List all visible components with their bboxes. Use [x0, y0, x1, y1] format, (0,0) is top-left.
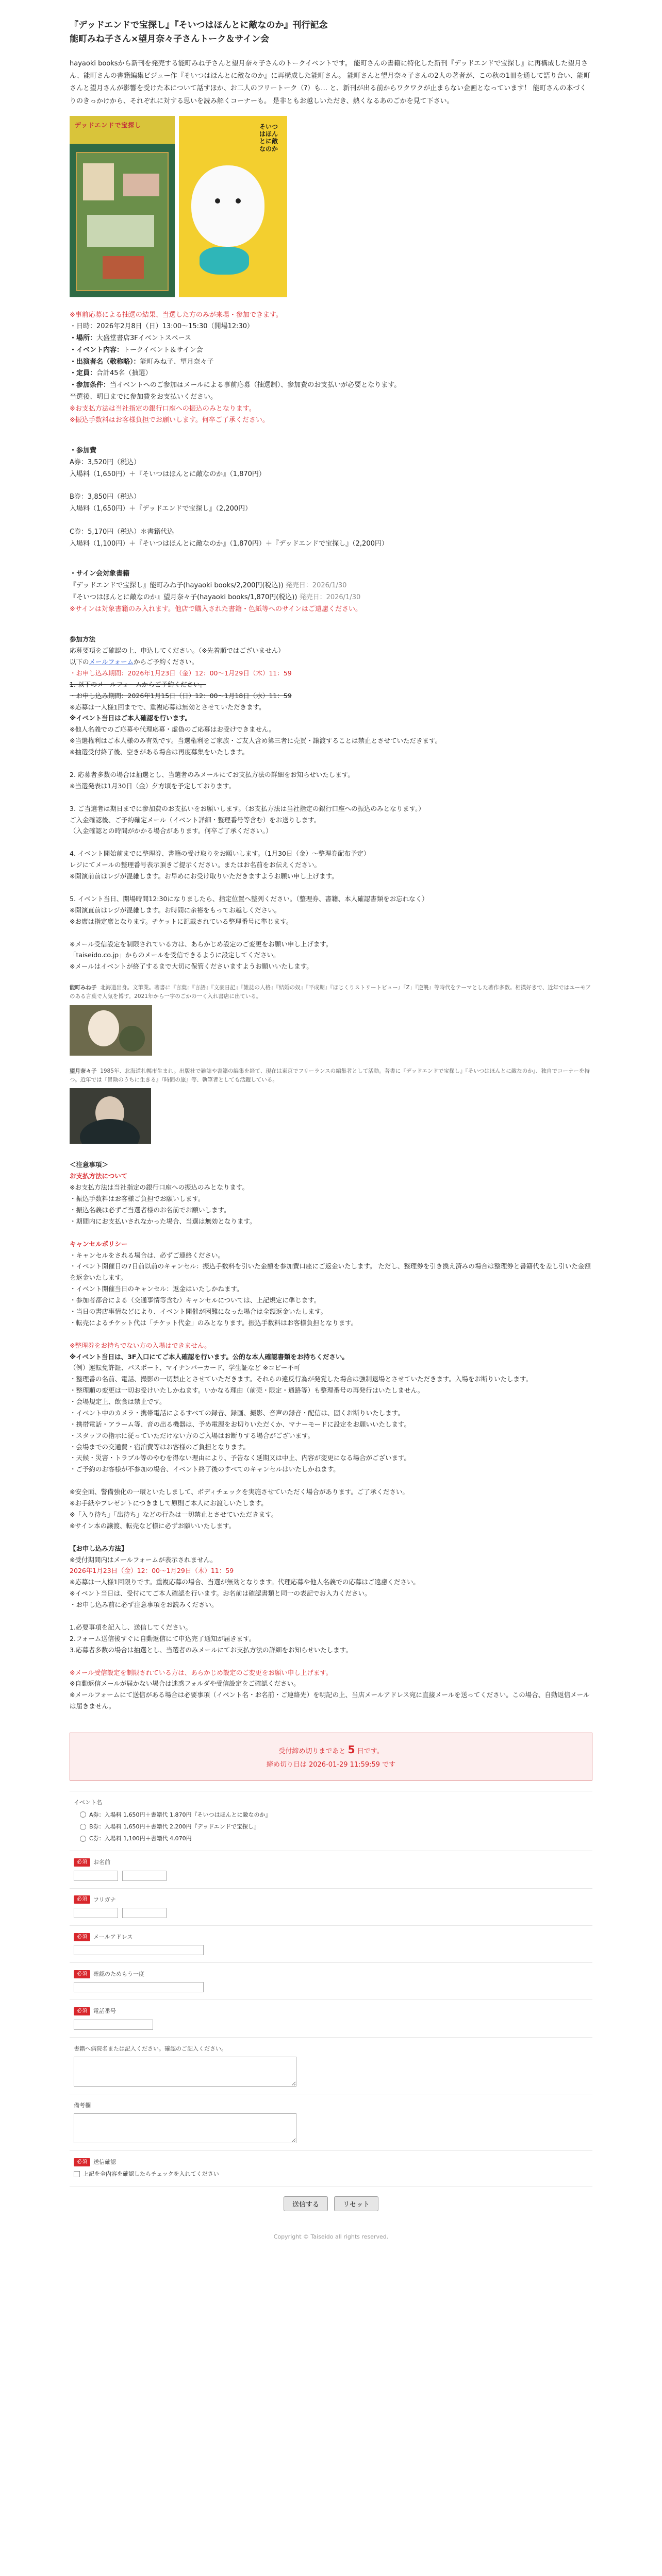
sign-book2: 『そいつはほんとに敵なのか』望月奈々子(hayaoki books/1,870円(税込)): [70, 593, 297, 601]
apply-a3: ※イベント当日は、受付にてご本人確認を行います。お名前は確認書類と同一の表記でお入力ください。: [70, 1589, 371, 1598]
pay-note2: ※振込手数料はお客様負担でお願いします。何卒ご了承ください。: [70, 416, 269, 425]
event-info: [70, 310, 592, 427]
howto-old-period: ・お申し込み期間：2026年1月15日（日）12：00〜1月18日（水）11：59: [70, 691, 292, 700]
kana-label: フリガナ: [93, 1896, 116, 1903]
event-title: [70, 19, 592, 46]
profile-mochizuki: [70, 1067, 592, 1144]
howto-step4c: ※開演前前はレジが混雑します。お早めにお受け取りいただきますようお願い申し上げます。: [70, 872, 338, 880]
option-a-radio[interactable]: [80, 1810, 588, 1820]
howto-old-step1: 1. 以下のメールフォームからご予約ください。: [70, 680, 207, 688]
guests-label: ・出演者名（敬称略）：: [70, 358, 140, 366]
howto-step4b: レジにてメールの整理番号表示頂きご提示ください。またはお名前をお伝えください。: [70, 861, 321, 869]
confirm-text: 上記を全内容を確認したらチェックを入れてください: [83, 2171, 219, 2178]
required-badge: 必須: [74, 1970, 90, 1978]
apply-n1: 1.必要事項を記入し、送信してください。: [70, 1623, 192, 1631]
cautions-id5: ・イベント中のカメラ・携帯電話によるすべての録音、録画、撮影、音声の録音・配信は、固くお断りいたします。: [70, 1409, 404, 1417]
event-title-line2: 能町みね子さん×望月奈々子さんトーク＆サイン会: [70, 34, 270, 45]
note-row: [70, 2038, 592, 2094]
howto-step3c: （入金確認との時間がかかる場合があります。何卒ご了承ください。）: [70, 827, 272, 835]
date-label: ・日時：: [70, 323, 97, 331]
email-label: メールアドレス: [93, 1933, 133, 1940]
apply-section: [70, 1543, 592, 1712]
sign-book2-date: 発売日：2026/1/30: [299, 593, 361, 601]
apply-m2: ※自動返信メールが届かない場合は迷惑フォルダや受信設定をご確認ください。: [70, 1680, 300, 1688]
howto-mail3: ※メールはイベントが終了するまで大切に保管くださいますようお願いいたします。: [70, 962, 313, 971]
countdown-days: 5: [347, 1743, 355, 1756]
cautions-id4: ・会場規定上、飲食は禁止です。: [70, 1398, 166, 1405]
last-kana-input[interactable]: [74, 1908, 118, 1918]
fee-c-name: C券：5,170円（税込）＊書籍代込: [70, 528, 174, 536]
pay-note1: ※お支払方法は当社指定の銀行口座への振込のみとなります。: [70, 404, 256, 413]
howto-section: [70, 634, 592, 972]
howto-intro: 応募要項をご確認の上、申込してください。（※先着順ではございません）: [70, 647, 285, 655]
name-row: [70, 1851, 592, 1888]
profile2-text: 1985年、北海道札幌市生まれ。出版社で雑誌や書籍の編集を経て、現在は東京でフリーランスの編集者として活動。著書に『デッドエンドで宝探し』『そいつはほんとに敵なのか』、独自でコーナーを持つ。近年では『冒険のうちに生きる』『時間の旅』等、執筆者としても活躍している。: [70, 1067, 590, 1083]
howto-mail1: ※メール受信設定を制限されている方は、あらかじめ設定のご変更をお願い申し上げます。: [70, 940, 333, 948]
howto-step3: 3. ご当選者は期日までに参加費のお支払いをお願いします。（お支払方法は当社指定の銀行口座への振込のみとなります。）: [70, 804, 425, 812]
email-confirm-row: [70, 1963, 592, 2000]
dog-illustration: [191, 165, 264, 247]
form-buttons: [70, 2187, 592, 2232]
howto-rule3: ※抽選受付終了後、空きがある場合は再度募集をいたします。: [70, 748, 249, 756]
howto-rule1: ※他人名義でのご応募や代理応募・虚偽のご応募はお受けできません。: [70, 725, 275, 734]
apply-period: 2026年1月23日（金）12：00〜1月29日（木）11：59: [70, 1567, 234, 1575]
cautions-c2: ・イベント開催日の7日前以前のキャンセル：振込手数料を引いた金額を参加費口座にご返金いたします。 ただし、整理券を引き換え済みの場合は整理券と書籍代を差し引いた金額を返金いたします。: [70, 1262, 591, 1282]
howto-step5b: ※開演直前はレジが混雑します。お時間に余裕をもってお越しください。: [70, 906, 281, 914]
cautions-heading: ＜注意事項＞: [70, 1161, 109, 1169]
sign-books-heading: ・サイン会対象書籍: [70, 570, 130, 578]
guests-value: 能町みね子、望月奈々子: [140, 358, 214, 366]
form-link-post: からご予約ください。: [134, 658, 198, 666]
event-select-label: イベント名: [74, 1799, 102, 1806]
application-form: [70, 1791, 592, 2231]
event-lead: hayaoki booksから新刊を発売する能町みね子さんと望月奈々子さんのトークイベントです。 能町さんの書籍に特化した新刊『デッドエンドで宝探し』に再構成した望月さん、能町さんの書籍編集ビジュー作『そいつはほんとに敵なのか』に再構成した能町さん。 能町さんと望月奈々子さんの2人の著者が、この秋の1冊を通して語り合い、能町さんと望月さんが影響を受けた本について話すほか、お二人のフリートーク（?）も… と、新刊が出る前からワクワクが止まらない企画となっています！ 能町さんの本づくりのきっかけから、それぞれに対する思いを読み解くコーナーも。 是非ともお越しいただき、熱くなるあのごかを見て下さい。: [70, 60, 590, 105]
howto-step4: 4. イベント開始前までに整理券、書籍の受け取りをお願いします。（1月30日（金）〜整理券配布予定）: [70, 850, 370, 858]
deadline-countdown: [70, 1733, 592, 1781]
first-kana-input[interactable]: [122, 1908, 167, 1918]
profile2-name: 望月奈々子: [70, 1067, 97, 1074]
howto-mail2: 「taiseido.co.jp」からのメールを受信できるように設定してください。: [70, 951, 280, 959]
fee-c-detail: 入場料（1,100円）＋『そいつはほんとに敵なのか』（1,870円）＋『デッドエンドで宝探し』（2,200円）: [70, 539, 388, 548]
profile1-text: 北海道出身。文筆業。著書に『言葉』『言語』『文豪日記』『雑誌の人格』『結婚の奴』『平成期』『ほじくりストリートビュー』「Z」『逆襲』等時代をテーマとした著作多数。相撲好きで、近年ではユーモアのある言葉で人気を博す。2021年から一字のごかの一く入れ書店に出ている。: [70, 985, 591, 999]
required-badge: 必須: [74, 1858, 90, 1867]
apply-a1: ※受付期間内はメールフォームが表示されません。: [70, 1555, 217, 1564]
fees-heading: ・参加費: [70, 447, 97, 455]
countdown-unit: 日です。: [357, 1748, 384, 1755]
cautions-pay-head: お支払方法について: [70, 1172, 128, 1180]
form-link-pre: 以下の: [70, 658, 89, 666]
required-badge: 必須: [74, 1933, 90, 1941]
remarks-textarea[interactable]: [74, 2113, 296, 2143]
book-cover-soitsu: [179, 116, 287, 297]
cover2-title: そいつはほんとに敵なのか: [259, 123, 278, 152]
howto-step2b: ※当選発表は1月30日（金）夕方頃を予定しております。: [70, 782, 235, 790]
cautions-c5: ・当日の書店事情などにより、イベント開催が困難になった場合は全額返金いたします。: [70, 1307, 327, 1315]
cond2: 当選後、明日までに参加費をお支払いください。: [70, 393, 218, 401]
last-name-input[interactable]: [74, 1871, 118, 1881]
howto-step5: 5. イベント当日、開場時間12:30になりましたら、指定位置へ整列ください。（整理券、書籍、本人確認書類をお忘れなく）: [70, 894, 428, 903]
cautions-id3: ・整理順の変更は一切お受けいたしかねます。いかなる理由（前売・限定・通路等）も整理番号の再発行はいたしません。: [70, 1386, 424, 1395]
howto-step2: 2. 応募者多数の場合は抽選とし、当選者のみメールにてお支払方法の詳細をお知らせいたします。: [70, 770, 354, 778]
howto-rules-head: ※イベント当日はご本人確認を行います。: [70, 714, 192, 722]
cautions-l4: ※サイン本の譲渡、転売など様に必ずお願いいたします。: [70, 1521, 236, 1530]
name-label: お名前: [93, 1859, 110, 1866]
countdown-pre: 受付締め切りまであと: [278, 1748, 346, 1755]
apply-heading: 【お申し込み方法】: [70, 1544, 128, 1552]
cautions-c4: ・参加者都合による（交通事情等含む）キャンセルについては、上記規定に準じます。: [70, 1296, 321, 1304]
fees-section: [70, 445, 592, 550]
note-textarea[interactable]: [74, 2057, 296, 2087]
option-c-radio[interactable]: [80, 1834, 588, 1843]
date-value: 2026年2月8日（日）13:00〜15:30（開場12:30）: [96, 323, 254, 331]
fee-b-name: B券：3,850円（税込）: [70, 493, 141, 501]
apply-a4: ・お申し込み前に必ず注意事項をお読みください。: [70, 1601, 218, 1608]
cautions-p3: ・振込名義は必ずご当選者様のお名前でお願いします。: [70, 1206, 230, 1214]
footer-copyright: Copyright © Taiseido all rights reserved.: [273, 2233, 389, 2240]
sign-books-section: [70, 568, 592, 615]
bow-illustration: [200, 247, 249, 275]
cautions-l2: ※お手紙やプレゼントにつきまして原則ご本人にお渡しいたします。: [70, 1499, 268, 1507]
cautions-cancel-head: キャンセルポリシー: [70, 1240, 128, 1248]
confirm-label: 送信確認: [93, 2159, 116, 2166]
remarks-row: [70, 2094, 592, 2151]
option-b-radio[interactable]: [80, 1822, 588, 1832]
profile-photo-mochizuki: [70, 1088, 151, 1144]
cautions-id-head: ※整理券をお持ちでない方の入場はできません。: [70, 1341, 211, 1349]
cautions-c1: ・キャンセルをされる場合は、必ずご連絡ください。: [70, 1251, 225, 1259]
first-name-input[interactable]: [122, 1871, 167, 1881]
cautions-id10: ・ご予約のお客様が不参加の場合、イベント終了後のすべてのキャンセルはいたしかねます。: [70, 1465, 340, 1473]
cautions-id6: ・携帯電話・アラーム等、音の出る機器は、予め電源をお切りいただくか、マナーモードに設定をお願いいたします。: [70, 1420, 411, 1428]
option-a-label: A券：入場料 1,650円＋書籍代 1,870円『そいつはほんとに敵なのか』: [89, 1811, 271, 1818]
option-b-label: B券：入場料 1,650円＋書籍代 2,200円『デッドエンドで宝探し』: [89, 1823, 259, 1830]
howto-step5c: ※お席は指定席となります。チケットに記載されている整理番号に準じます。: [70, 917, 293, 925]
cautions-l1: ※安全面、警備強化の一環といたしまして、ボディチェックを実施させていただく場合があります。ご了承ください。: [70, 1488, 409, 1496]
sign-book1: 『デッドエンドで宝探し』能町みね子(hayaoki books/2,200円(税込)): [70, 582, 284, 590]
howto-heading: 参加方法: [70, 635, 96, 643]
cautions-id1b: （例）運転免許証、パスポート、マイナンバーカード、学生証など ※コピー不可: [70, 1364, 301, 1372]
email-row: [70, 1926, 592, 1963]
cond-label: ・参加条件：: [70, 381, 110, 389]
cautions-p1: ※お支払方法は当社指定の銀行口座への振込のみとなります。: [70, 1183, 249, 1192]
cover1-title: デッドエンドで宝探し: [75, 121, 142, 129]
cautions-c6: ・転売によるチケット代は「チケット代金」のみとなります。振込手数料はお客様負担となります。: [70, 1318, 358, 1327]
capacity-value: 合計45名（抽選）: [96, 369, 152, 378]
apply-n2: 2.フォーム送信後すぐに自動返信にて申込完了通知が届きます。: [70, 1634, 256, 1642]
cautions-section: [70, 1159, 592, 1531]
howto-step3b: ご入金確認後、ご予約確定メール（イベント詳細・整理番号等含む）をお送りします。: [70, 816, 321, 824]
howto-limit: ※応募は一人様1回までで、重複応募は無効とさせていただきます。: [70, 703, 266, 711]
sign-books-note: ※サインは対象書籍のみ入れます。他店で購入された書籍・色紙等へのサインはご遠慮ください。: [70, 605, 362, 613]
reset-button[interactable]: リセット: [334, 2196, 378, 2211]
note-label: 書籍へ病院名または記入ください。確認のご記入ください。: [74, 2045, 227, 2052]
apply-a2: ※応募は一人様1回限りです。重複応募の場合、当選が無効となります。代理応募や他人名義での応募はご遠慮ください。: [70, 1578, 420, 1586]
fee-b-detail: 入場料（1,650円）＋『デッドエンドで宝探し』（2,200円）: [70, 505, 252, 513]
required-badge: 必須: [74, 2007, 90, 2015]
apply-n3: 3.応募者多数の場合は抽選とし、当選者のみメールにてお支払方法の詳細をお知らせいたします。: [70, 1646, 352, 1654]
cautions-id2: ・整理番の名前、電話、撮影の一切禁止とさせていただきます。それらの違反行為が発覚した場合は強制退場とさせていただきます。入場をお断りいたします。: [70, 1375, 533, 1383]
place-label: ・場所：: [70, 334, 97, 343]
kana-row: [70, 1889, 592, 1926]
email-confirm-label: 確認のためもう一度: [93, 1971, 144, 1978]
cautions-id1: ※イベント当日は、3F入口にてご本人確認を行います。公的な本人確認書類をお持ちください。: [70, 1352, 349, 1361]
capacity-label: ・定員：: [70, 369, 97, 378]
apply-m3: ※メールフォームにて送信がある場合は必要事項（イベント名・お名前・ご連絡先）を明記の上、当店メールアドレス宛に直接メールを送ってください。この場合、自動返信メールは届きません。: [70, 1691, 590, 1710]
cautions-l3: ※「入り待ち」「出待ち」などの行為は一切禁止とさせていただきます。: [70, 1510, 278, 1518]
submit-button[interactable]: 送信する: [284, 2196, 328, 2211]
phone-label: 電話番号: [93, 2008, 116, 2015]
required-badge: 必須: [74, 2158, 90, 2166]
countdown-deadline: 締め切り日は 2026-01-29 11:59:59 です: [266, 1761, 396, 1769]
howto-rule2: ※当選権利はご本人様のみ有効です。当選権利をご家族・ご友人含め第三者に売買・譲渡することは禁止とさせていただきます。: [70, 737, 441, 745]
option-c-label: C券：入場料 1,100円＋書籍代 4,070円: [89, 1835, 192, 1842]
cautions-id9: ・天候・災害・トラブル等のやむを得ない理由により、予告なく延期又は中止、内容が変更になる場合がございます。: [70, 1454, 411, 1462]
sign-book1-date: 発売日：2026/1/30: [285, 582, 347, 590]
event-title-line1: 『デッドエンドで宝探し』『そいつはほんとに敵なのか』刊行記念: [70, 20, 328, 30]
book-cover-deadend: [70, 116, 175, 297]
phone-row: [70, 2000, 592, 2037]
cautions-p4: ・期間内にお支払いされなかった場合、当選は無効となります。: [70, 1217, 256, 1225]
cautions-c3: ・イベント開催当日のキャンセル：返金はいたしかねます。: [70, 1285, 243, 1293]
fee-a-detail: 入場料（1,650円）＋『そいつはほんとに敵なのか』（1,870円）: [70, 470, 266, 478]
content-label: ・イベント内容：: [70, 346, 124, 354]
confirm-row: [70, 2151, 592, 2187]
email-confirm-field[interactable]: [74, 1982, 204, 1992]
cautions-p2: ・振込手数料はお客様ご負担でお願いします。: [70, 1195, 205, 1202]
mail-form-link[interactable]: メールフォーム: [89, 658, 134, 666]
apply-mail-red: ※メール受信設定を制限されている方は、あらかじめ設定のご変更をお願い申し上げます。: [70, 1668, 333, 1676]
confirm-checkbox[interactable]: [74, 2169, 588, 2179]
info-notice: ※事前応募による抽選の結果、当選した方のみが来場・参加できます。: [70, 311, 283, 319]
cautions-id8: ・会場までの交通費・宿泊費等はお客様のご負担となります。: [70, 1443, 250, 1451]
place-value: 大盛堂書店3Fイベントスペース: [96, 334, 191, 343]
profile1-name: 能町みね子: [70, 985, 97, 991]
event-select-row: [70, 1791, 592, 1851]
howto-period: ・お申し込み期間：2026年1月23日（金）12：00〜1月29日（木）11：59: [70, 669, 292, 677]
remarks-label: 備考欄: [74, 2102, 91, 2109]
content-value: トークイベント＆サイン会: [123, 346, 203, 354]
profile-photo-nomachi: [70, 1005, 152, 1056]
cautions-id7: ・スタッフの指示に従っていただけない方のご入場はお断りする場合がございます。: [70, 1431, 315, 1439]
cond-value: 当イベントへのご参加はメールによる事前応募（抽選制）、参加費のお支払いが必要となります。: [110, 381, 401, 389]
email-field[interactable]: [74, 1945, 204, 1955]
phone-field[interactable]: [74, 2020, 153, 2030]
required-badge: 必須: [74, 1895, 90, 1904]
book-covers: [70, 116, 592, 297]
profile-nomachi: [70, 984, 592, 1056]
fee-a-name: A券：3,520円（税込）: [70, 458, 141, 466]
page-content: [70, 0, 592, 2254]
